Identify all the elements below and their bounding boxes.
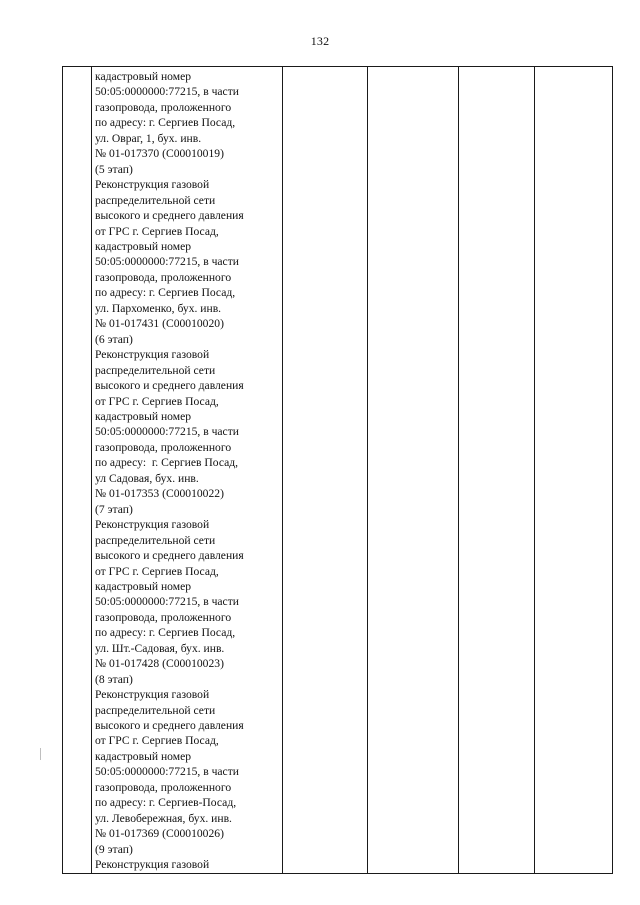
description-line: от ГРС г. Сергиев Посад, xyxy=(95,394,219,408)
description-line: ул. Левобережная, бух. инв. xyxy=(95,811,232,825)
description-line: ул. Пархоменко, бух. инв. xyxy=(95,301,222,315)
page-number: 132 xyxy=(310,34,330,48)
description-line: (9 этап) xyxy=(95,842,133,856)
description-line: № 01-017369 (С00010026) xyxy=(95,827,224,841)
description-line: кадастровый номер xyxy=(95,749,192,763)
description-line: газопровода, проложенного xyxy=(95,270,232,284)
description-line: ул. Овраг, 1, бух. инв. xyxy=(95,131,202,145)
description-line: высокого и среднего давления xyxy=(95,209,244,223)
description-line: от ГРС г. Сергиев Посад, xyxy=(95,564,219,578)
description-cell xyxy=(92,67,283,874)
description-line: газопровода, проложенного xyxy=(95,440,232,454)
margin-mark xyxy=(40,748,41,760)
description-line: по адресу: г. Сергиев Посад, xyxy=(95,116,236,130)
description-line: газопровода, проложенного xyxy=(95,780,232,794)
description-line: ул Садовая, бух. инв. xyxy=(95,471,199,485)
description-line: по адресу: г. Сергиев Посад, xyxy=(95,456,239,470)
description-line: распределительной сети xyxy=(95,363,216,377)
description-line: кадастровый номер xyxy=(95,239,192,253)
description-line: 50:05:0000000:77215, в части xyxy=(95,595,239,609)
description-line: от ГРС г. Сергиев Посад, xyxy=(95,734,219,748)
description-line: распределительной сети xyxy=(95,703,216,717)
description-line: (8 этап) xyxy=(95,672,133,686)
description-line: 50:05:0000000:77215, в части xyxy=(95,85,239,99)
empty-cell xyxy=(368,67,459,874)
description-line: от ГРС г. Сергиев Посад, xyxy=(95,224,219,238)
description-line: № 01-017431 (С00010020) xyxy=(95,317,224,331)
description-line: (5 этап) xyxy=(95,162,133,176)
empty-cell xyxy=(535,67,613,874)
description-line: № 01-017428 (С00010023) xyxy=(95,657,224,671)
description-line: (7 этап) xyxy=(95,502,133,516)
description-line: по адресу: г. Сергиев Посад, xyxy=(95,286,236,300)
index-cell xyxy=(63,67,92,874)
empty-cell xyxy=(459,67,535,874)
description-line: кадастровый номер xyxy=(95,409,192,423)
description-line: высокого и среднего давления xyxy=(95,549,244,563)
description-text xyxy=(92,67,282,873)
description-line: газопровода, проложенного xyxy=(95,610,232,624)
description-line: 50:05:0000000:77215, в части xyxy=(95,765,239,779)
description-line: по адресу: г. Сергиев-Посад, xyxy=(95,796,237,810)
table-row xyxy=(63,67,613,874)
description-line: кадастровый номер xyxy=(95,579,192,593)
description-line: ул. Шт.-Садовая, бух. инв. xyxy=(95,641,225,655)
description-line: № 01-017353 (С00010022) xyxy=(95,487,224,501)
description-line: 50:05:0000000:77215, в части xyxy=(95,425,239,439)
empty-cell xyxy=(283,67,368,874)
description-line: № 01-017370 (С00010019) xyxy=(95,147,224,161)
description-line: высокого и среднего давления xyxy=(95,719,244,733)
description-line: Реконструкция газовой xyxy=(95,858,210,872)
description-line: 50:05:0000000:77215, в части xyxy=(95,255,239,269)
description-line: кадастровый номер xyxy=(95,70,192,83)
description-line: газопровода, проложенного xyxy=(95,100,232,114)
document-table xyxy=(62,66,613,874)
description-line: Реконструкция газовой xyxy=(95,348,210,362)
description-line: Реконструкция газовой xyxy=(95,178,210,192)
description-line: Реконструкция газовой xyxy=(95,688,210,702)
description-line: Реконструкция газовой xyxy=(95,518,210,532)
description-line: (6 этап) xyxy=(95,332,133,346)
description-line: распределительной сети xyxy=(95,533,216,547)
description-line: высокого и среднего давления xyxy=(95,379,244,393)
description-line: по адресу: г. Сергиев Посад, xyxy=(95,626,236,640)
description-line: распределительной сети xyxy=(95,193,216,207)
